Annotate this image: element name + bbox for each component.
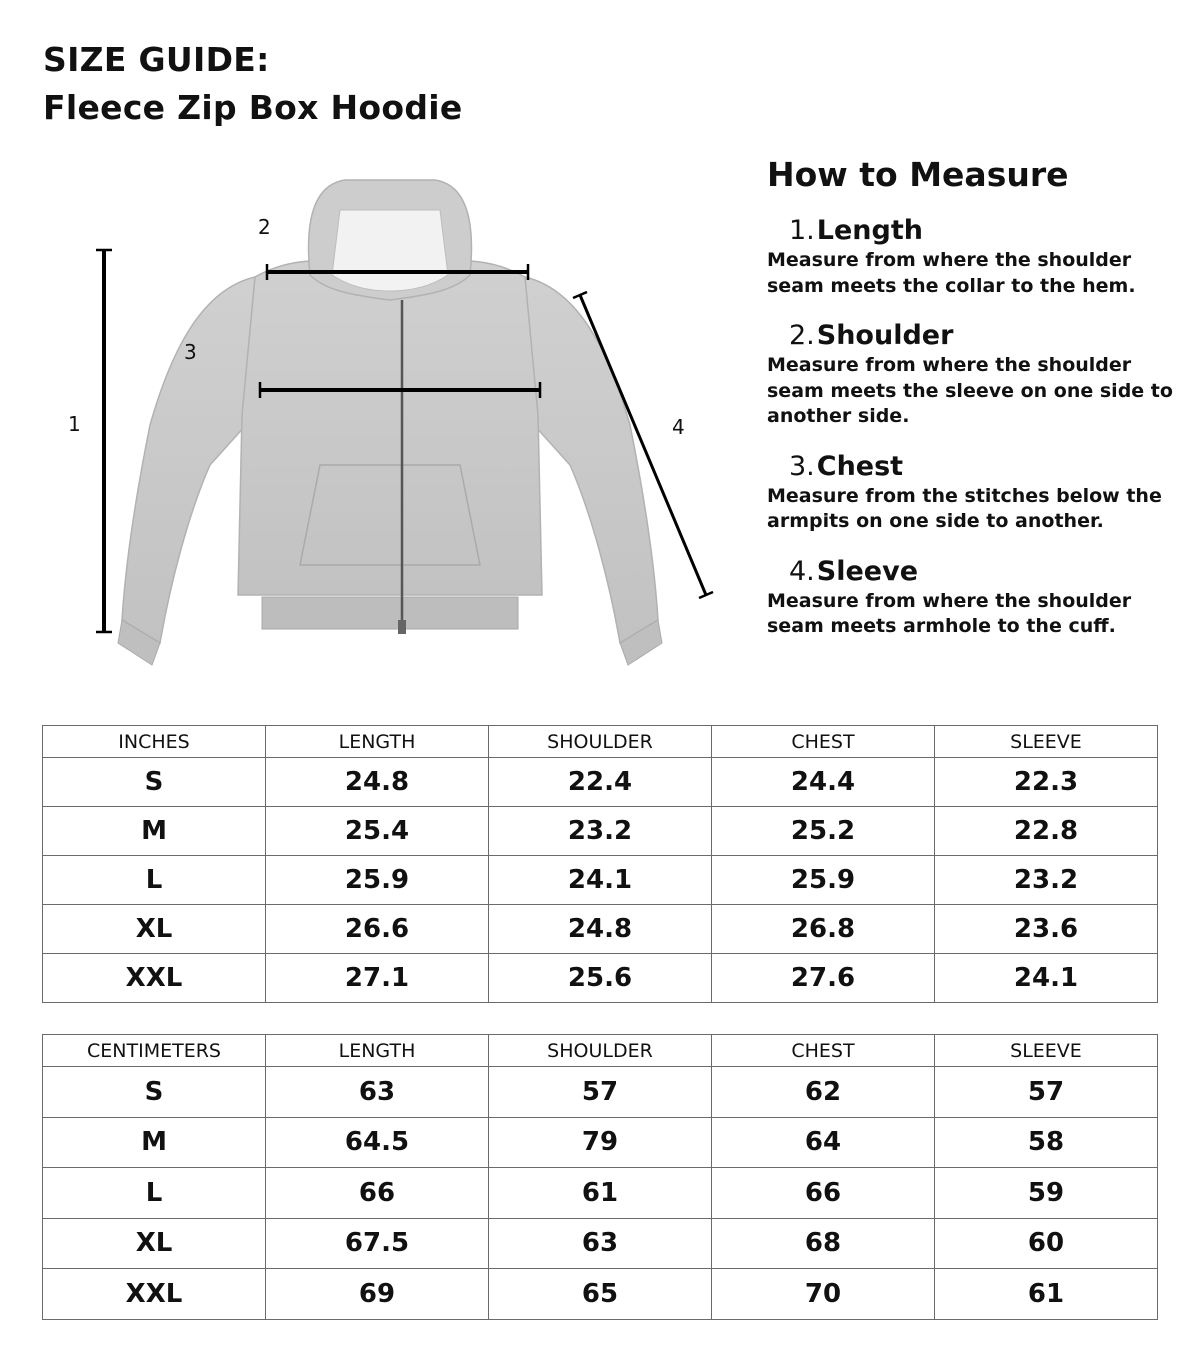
- table-cell: 26.8: [712, 905, 935, 954]
- step-description: Measure from where the shoulder seam meets armhole to the cuff.: [767, 589, 1132, 637]
- table-cell: 25.9: [266, 856, 489, 905]
- table-cell: 22.8: [935, 807, 1158, 856]
- table-cell: 66: [266, 1168, 489, 1219]
- table-row: [43, 758, 1158, 807]
- table-header-row: [43, 726, 1158, 758]
- table-header-cell: LENGTH: [266, 1035, 489, 1067]
- table-row: [43, 905, 1158, 954]
- table-cell: 59: [935, 1168, 1158, 1219]
- table-header-cell: CHEST: [712, 1035, 935, 1067]
- step-description: Measure from where the shoulder seam meets the collar to the hem.: [767, 249, 1136, 297]
- marker-label-4: 4: [672, 415, 685, 439]
- marker-label-1: 1: [68, 412, 81, 436]
- how-to-measure-section: [767, 150, 1187, 660]
- step-length: [767, 214, 1187, 299]
- table-cell: 63: [489, 1218, 712, 1269]
- table-cell: 23.2: [489, 807, 712, 856]
- table-cell: 23.6: [935, 905, 1158, 954]
- how-to-measure-heading: How to Measure: [767, 155, 1069, 194]
- hem-band: [262, 597, 518, 629]
- table-row: [43, 1218, 1158, 1269]
- table-cell: 67.5: [266, 1218, 489, 1269]
- table-header-cell: SHOULDER: [489, 1035, 712, 1067]
- table-header-cell: SHOULDER: [489, 726, 712, 758]
- size-cell: S: [43, 1067, 266, 1118]
- table-header-cell: CENTIMETERS: [43, 1035, 266, 1067]
- table-cell: 79: [489, 1117, 712, 1168]
- table-cell: 26.6: [266, 905, 489, 954]
- table-cell: 24.1: [935, 954, 1158, 1003]
- step-number: 2.: [789, 320, 815, 351]
- table-cell: 23.2: [935, 856, 1158, 905]
- step-description: Measure from the stitches below the armpits on one side to another.: [767, 484, 1162, 532]
- table-cell: 24.1: [489, 856, 712, 905]
- step-name: Shoulder: [816, 320, 954, 351]
- marker-label-2: 2: [258, 215, 271, 239]
- table-cell: 68: [712, 1218, 935, 1269]
- step-sleeve: [767, 555, 1187, 640]
- inches-size-table: [42, 725, 1158, 1003]
- table-cell: 57: [489, 1067, 712, 1118]
- step-number: 3.: [789, 450, 815, 482]
- table-row: [43, 954, 1158, 1003]
- table-row: [43, 807, 1158, 856]
- table-cell: 25.9: [712, 856, 935, 905]
- table-header-cell: LENGTH: [266, 726, 489, 758]
- size-cell: L: [43, 1168, 266, 1219]
- table-cell: 22.3: [935, 758, 1158, 807]
- table-cell: 63: [266, 1067, 489, 1118]
- table-header-row: [43, 1035, 1158, 1067]
- size-cell: XXL: [43, 954, 266, 1003]
- table-header-cell: INCHES: [43, 726, 266, 758]
- step-description: Measure from where the shoulder seam meets the sleeve on one side to another side.: [767, 354, 1173, 427]
- table-cell: 22.4: [489, 758, 712, 807]
- size-cell: XL: [43, 1218, 266, 1269]
- table-cell: 66: [712, 1168, 935, 1219]
- page-title: [43, 36, 463, 132]
- size-cell: S: [43, 758, 266, 807]
- step-number: 1.: [789, 215, 815, 246]
- hoodie-measurement-diagram: [50, 165, 740, 675]
- table-cell: 25.4: [266, 807, 489, 856]
- left-sleeve: [122, 277, 255, 643]
- table-row: [43, 1168, 1158, 1219]
- right-sleeve: [525, 277, 658, 643]
- table-header-cell: SLEEVE: [935, 1035, 1158, 1067]
- size-cell: XXL: [43, 1269, 266, 1320]
- table-cell: 69: [266, 1269, 489, 1320]
- table-header-cell: CHEST: [712, 726, 935, 758]
- table-cell: 61: [935, 1269, 1158, 1320]
- table-cell: 62: [712, 1067, 935, 1118]
- step-name: Sleeve: [816, 555, 919, 587]
- size-cell: XL: [43, 905, 266, 954]
- table-cell: 24.4: [712, 758, 935, 807]
- title-line-product-name: Fleece Zip Box Hoodie: [43, 88, 463, 127]
- step-chest: [767, 450, 1187, 535]
- title-line-size-guide: SIZE GUIDE:: [43, 40, 270, 79]
- table-cell: 25.6: [489, 954, 712, 1003]
- size-cell: M: [43, 1117, 266, 1168]
- table-row: [43, 1067, 1158, 1118]
- centimeters-size-table: [42, 1034, 1158, 1320]
- table-header-cell: SLEEVE: [935, 726, 1158, 758]
- hoodie-body: [238, 261, 542, 595]
- size-cell: L: [43, 856, 266, 905]
- table-row: [43, 1117, 1158, 1168]
- size-cell: M: [43, 807, 266, 856]
- hood-inner: [332, 210, 448, 291]
- step-number: 4.: [789, 555, 815, 587]
- table-cell: 70: [712, 1269, 935, 1320]
- table-cell: 25.2: [712, 807, 935, 856]
- hoodie-illustration: [50, 165, 740, 675]
- table-cell: 58: [935, 1117, 1158, 1168]
- table-cell: 27.1: [266, 954, 489, 1003]
- step-name: Length: [816, 215, 923, 246]
- marker-label-3: 3: [184, 340, 197, 364]
- step-shoulder: [767, 319, 1187, 430]
- table-row: [43, 856, 1158, 905]
- table-cell: 27.6: [712, 954, 935, 1003]
- table-cell: 60: [935, 1218, 1158, 1269]
- table-cell: 57: [935, 1067, 1158, 1118]
- table-row: [43, 1269, 1158, 1320]
- table-cell: 64.5: [266, 1117, 489, 1168]
- table-cell: 24.8: [489, 905, 712, 954]
- table-cell: 24.8: [266, 758, 489, 807]
- zipper-pull: [398, 620, 406, 634]
- step-name: Chest: [816, 450, 904, 482]
- table-cell: 65: [489, 1269, 712, 1320]
- table-cell: 64: [712, 1117, 935, 1168]
- table-cell: 61: [489, 1168, 712, 1219]
